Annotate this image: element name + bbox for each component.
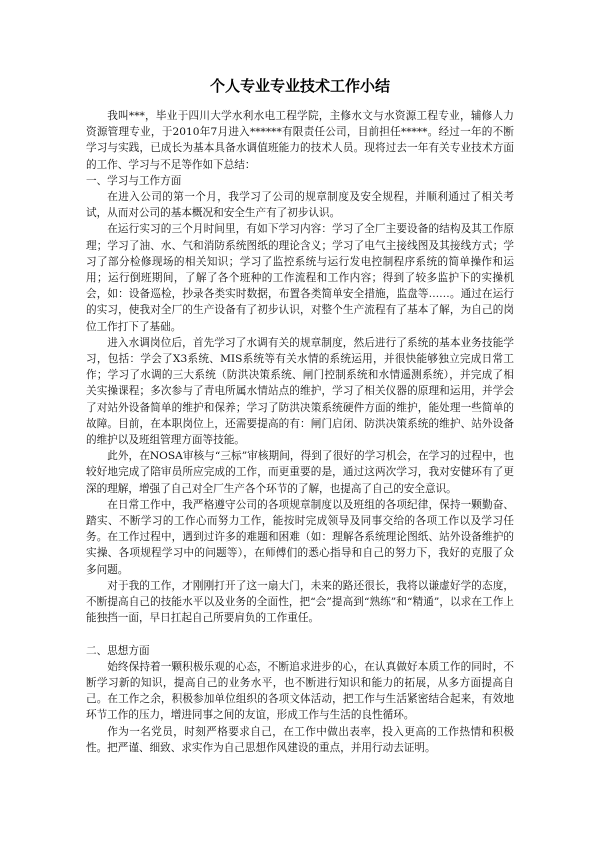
section-1-paragraph-6: 对于我的工作，才刚刚打开了这一扇大门，未来的路还很长，我将以谦虚好学的态度，不断提高自己的技能水平以及业务的全面性，把“会”提高到“熟练”和“精通”，以求在工作上能独挡一面，早日扛起自己所要肩负的工作重任。: [86, 579, 514, 625]
section-1-paragraph-5: 在日常工作中，我严格遵守公司的各项规章制度以及班组的各项纪律，保持一颗勤奋、踏实、不断学习的工作心而努力工作，能按时完成领导及同事交给的各项工作以及学习任务。在工作过程中，遇到过许多的难题和困难（如：理解各系统理论图纸、站外设备维护的实操、各项规程学习中的问题等），在师傅们的悉心指导和自己的努力下，我好的克服了众多问题。: [86, 498, 514, 576]
section-2-heading: 二、思想方面: [86, 644, 150, 657]
section-1-paragraph-4: 此外，在NOSA审核与“三标”审核期间，得到了很好的学习机会，在学习的过程中，也较好地完成了陪审员所应完成的工作，而更重要的是，通过这两次学习，我对安健环有了更深的理解，增强了自己对全厂生产各个环节的了解，也提高了自己的安全意识。: [86, 450, 514, 495]
section-gap: [86, 627, 514, 643]
section-2-paragraph-1: 始终保持着一颗积极乐观的心态，不断追求进步的心，在认真做好本质工作的同时，不断学习新的知识，提高自己的业务水平，也不断进行知识和能力的拓展，从多方面提高自己。在工作之余，积极参加单位组织的各项文体活动，把工作与生活紧密结合起来，有效地环节工作的压力，增进同事之间的友谊，形成工作与生活的良性循环。: [86, 660, 514, 722]
document-title: 个人专业专业技术工作小结: [209, 77, 390, 95]
section-1-heading: 一、学习与工作方面: [86, 174, 182, 187]
section-1-paragraph-3: 进入水调岗位后，首先学习了水调有关的规章制度，然后进行了系统的基本业务技能学习，包括：学会了X3系统、MIS系统等有关水情的系统运用，并很快能够独立完成日常工作；学习了水调的三大系统（防洪决策系统、闸门控制系统和水情遥测系统），并完成了相关实操课程；多次参与了青电所属水情站点的维护，学习了相关仪器的原理和运用，并学会了对站外设备简单的维护和保养；学习了防洪决策系统硬件方面的维护，能处理一些简单的故障。目前，在本职岗位上，还需要提高的有：闸门启闭、防洪决策系统的维护、站外设备的维护以及班组管理方面等技能。: [86, 336, 514, 447]
section-1-paragraph-1: 在进入公司的第一个月，我学习了公司的规章制度及安全规程，并顺利通过了相关考试，从而对公司的基本概况和安全生产有了初步认识。: [86, 191, 514, 220]
section-2-paragraph-2: 作为一名党员，时刻严格要求自己，在工作中做出表率，投入更高的工作热情和积极性。把严谨、细致、求实作为自己思想作风建设的重点，并用行动去证明。: [86, 725, 514, 754]
intro-paragraph: 我叫***，毕业于四川大学水利水电工程学院，主修水文与水资源工程专业，辅修人力资源管理专业，于2010年7月进入******有限责任公司，目前担任*****。经过一年的不断学习与实践，已成长为基本具备水调值班能力的技术人员。现将过去一年有关专业技术方面的工作、学习与不足等作如下总结：: [86, 110, 514, 171]
document-page: [86, 76, 514, 756]
section-1-paragraph-2: 在运行实习的三个月时间里，有如下学习内容：学习了全厂主要设备的结构及其工作原理；学习了油、水、气和消防系统图纸的理论含义；学习了电气主接线图及其接线方式；学习了部分检修现场的相关知识；学习了监控系统与运行发电控制程序系统的简单操作和运用；运行倒班期间，了解了各个班种的工作流程和工作内容；得到了较多监护下的实操机会，如：设备巡检，抄录各类实时数据，布置各类简单安全措施，监盘等……。通过在运行的实习，使我对全厂的生产设备有了初步认识，对整个生产流程有了基本了解，为自己的岗位工作打下了基础。: [86, 223, 514, 333]
